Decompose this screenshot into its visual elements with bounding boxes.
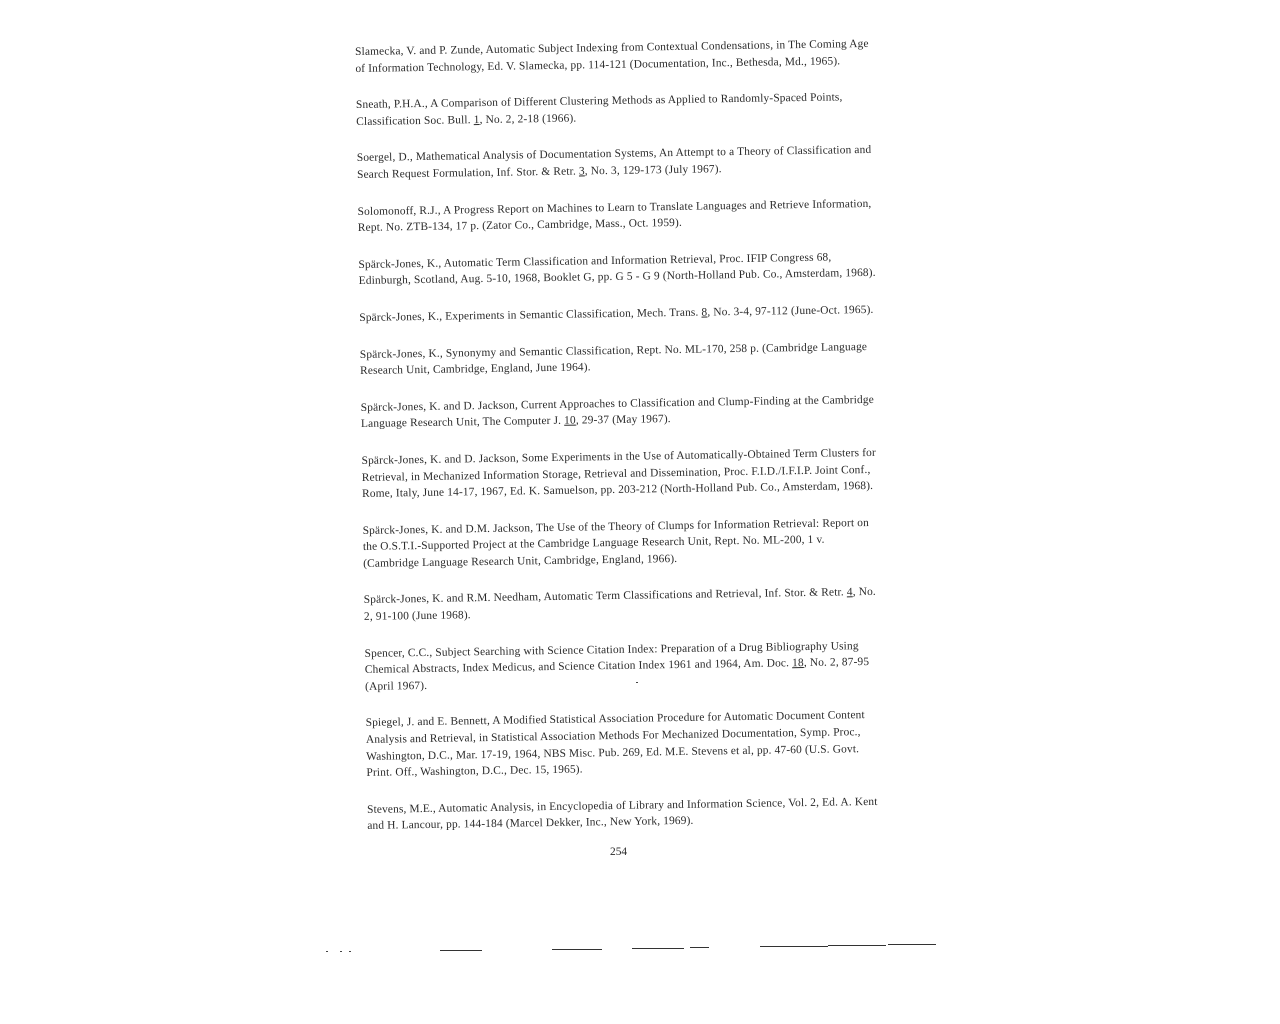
reference-entry bbox=[364, 584, 884, 625]
scan-artifact bbox=[828, 945, 886, 946]
reference-text: , No. 3-4, 97-112 (June-Oct. 1965). bbox=[707, 303, 874, 319]
reference-entry bbox=[356, 89, 876, 130]
volume-number: 4 bbox=[846, 586, 853, 599]
reference-text: Spärck-Jones, K., Experiments in Semantic Classification, Mech. Trans. bbox=[359, 306, 702, 324]
reference-entry bbox=[357, 142, 877, 183]
reference-text: Spiegel, J. and E. Bennett, A Modified Statistical Association Procedure for Automatic Document Content Analysis and Retrieval, in Statistical Association Methods For Mechanized Documentation, Symp. Proc., Washington, D.C., Mar. 17-19, 1964, NBS Misc. Pub. 269, Ed. M.E. Stevens et al, pp. 47-60 (U.S. Govt. Print. Off., Washington, D.C., Dec. 15, 1965). bbox=[365, 709, 865, 780]
scan-artifact bbox=[636, 682, 638, 683]
reference-text: Slamecka, V. and P. Zunde, Automatic Subject Indexing from Contextual Condensations, in The Coming Age of Information Technology, Ed. V. Slamecka, pp. 114-121 (Documentation, Inc., Bethesda, Md., 1965). bbox=[355, 37, 869, 75]
volume-number: 1 bbox=[473, 113, 480, 126]
scan-artifact bbox=[888, 944, 936, 945]
reference-text: , No. 2, 2-18 (1966). bbox=[479, 112, 577, 126]
scan-artifact bbox=[552, 949, 602, 950]
reference-entry bbox=[361, 445, 882, 503]
reference-entry bbox=[359, 302, 879, 327]
reference-text: Spencer, C.C., Subject Searching with Science Citation Index: Preparation of a Drug Bibliography Using Chemical Abstracts, Index Medicus, and Science Citation Index 1961 and 1964, Am. Doc. bbox=[364, 639, 859, 677]
reference-text: Soergel, D., Mathematical Analysis of Documentation Systems, An Attempt to a Theory of Classification and Search Request Formulation, Inf. Stor. & Retr. bbox=[356, 144, 872, 181]
reference-list bbox=[355, 36, 888, 855]
reference-entry bbox=[360, 338, 880, 379]
reference-text: Spärck-Jones, K. and D. Jackson, Current Approaches to Classification and Clump-Finding at the Cambridge Language Research Unit, The Computer J. bbox=[360, 393, 874, 431]
reference-entry bbox=[355, 36, 875, 77]
reference-entry bbox=[361, 392, 881, 433]
reference-entry bbox=[363, 514, 884, 572]
volume-number: 8 bbox=[701, 306, 708, 319]
scan-artifact bbox=[690, 947, 709, 948]
reference-text: Sneath, P.H.A., A Comparison of Different Clustering Methods as Applied to Randomly-Spaced Points, Classification Soc. Bull. bbox=[355, 91, 843, 128]
page-number: 254 bbox=[610, 846, 628, 858]
reference-text: , 29-37 (May 1967). bbox=[575, 413, 671, 427]
volume-number: 10 bbox=[564, 414, 576, 428]
scan-artifact bbox=[349, 951, 351, 952]
reference-text: Spärck-Jones, K. and R.M. Needham, Automatic Term Classifications and Retrieval, Inf. Stor. & Retr. bbox=[363, 586, 847, 607]
reference-entry bbox=[358, 249, 878, 290]
reference-entry bbox=[364, 637, 885, 695]
reference-entry bbox=[367, 794, 887, 835]
scan-artifact bbox=[632, 948, 684, 949]
reference-text: Spärck-Jones, K., Automatic Term Classification and Information Retrieval, Proc. IFIP Congress 68, Edinburgh, Scotland, Aug. 5-10, 1968, Booklet G, pp. G 5 - G 9 (North-Holland Pub. Co., Amsterdam, 1968). bbox=[358, 251, 876, 288]
reference-text: Spärck-Jones, K. and D.M. Jackson, The Use of the Theory of Clumps for Information Retrieval: Report on the O.S.T.I.-Supported Project at the Cambridge Language Research Unit, Rept. No. ML-200, 1 v. (Cambridge Language Research Unit, Cambridge, England, 1966). bbox=[362, 516, 869, 570]
reference-text: Spärck-Jones, K. and D. Jackson, Some Experiments in the Use of Automatically-Obtained Term Clusters for Retrieval, in Mechanized Information Storage, Retrieval and Dissemination, Proc. F.I.D./I.F.I.P. Joint Conf., Rome, Italy, June 14-17, 1967, Ed. K. Samuelson, pp. 203-212 (North-Holland Pub. Co., Amsterdam, 1968). bbox=[361, 446, 877, 501]
scan-artifact bbox=[760, 946, 828, 947]
scan-artifact bbox=[440, 950, 482, 951]
scan-artifact bbox=[340, 951, 342, 952]
reference-text: Stevens, M.E., Automatic Analysis, in Encyclopedia of Library and Information Science, Vol. 2, Ed. A. Kent and H. Lancour, pp. 144-184 (Marcel Dekker, Inc., New York, 1969). bbox=[366, 795, 878, 833]
volume-number: 18 bbox=[792, 657, 804, 670]
reference-text: Spärck-Jones, K., Synonymy and Semantic Classification, Rept. No. ML-170, 258 p. (Cambridge Language Research Unit, Cambridge, England, June 1964). bbox=[359, 340, 868, 378]
volume-number: 3 bbox=[578, 165, 585, 178]
scan-artifact bbox=[326, 951, 328, 952]
reference-text: , No. 3, 129-173 (July 1967). bbox=[584, 163, 722, 178]
reference-text: Solomonoff, R.J., A Progress Report on Machines to Learn to Translate Languages and Retrieve Information, Rept. No. ZTB-134, 17 p. (Zator Co., Cambridge, Mass., Oct. 1959). bbox=[357, 197, 872, 235]
reference-text: , No. 2, 91-100 (June 1968). bbox=[363, 586, 876, 623]
reference-entry bbox=[358, 195, 878, 236]
reference-text: , No. 2, 87-95 (April 1967). bbox=[365, 656, 870, 693]
reference-entry bbox=[366, 707, 887, 782]
